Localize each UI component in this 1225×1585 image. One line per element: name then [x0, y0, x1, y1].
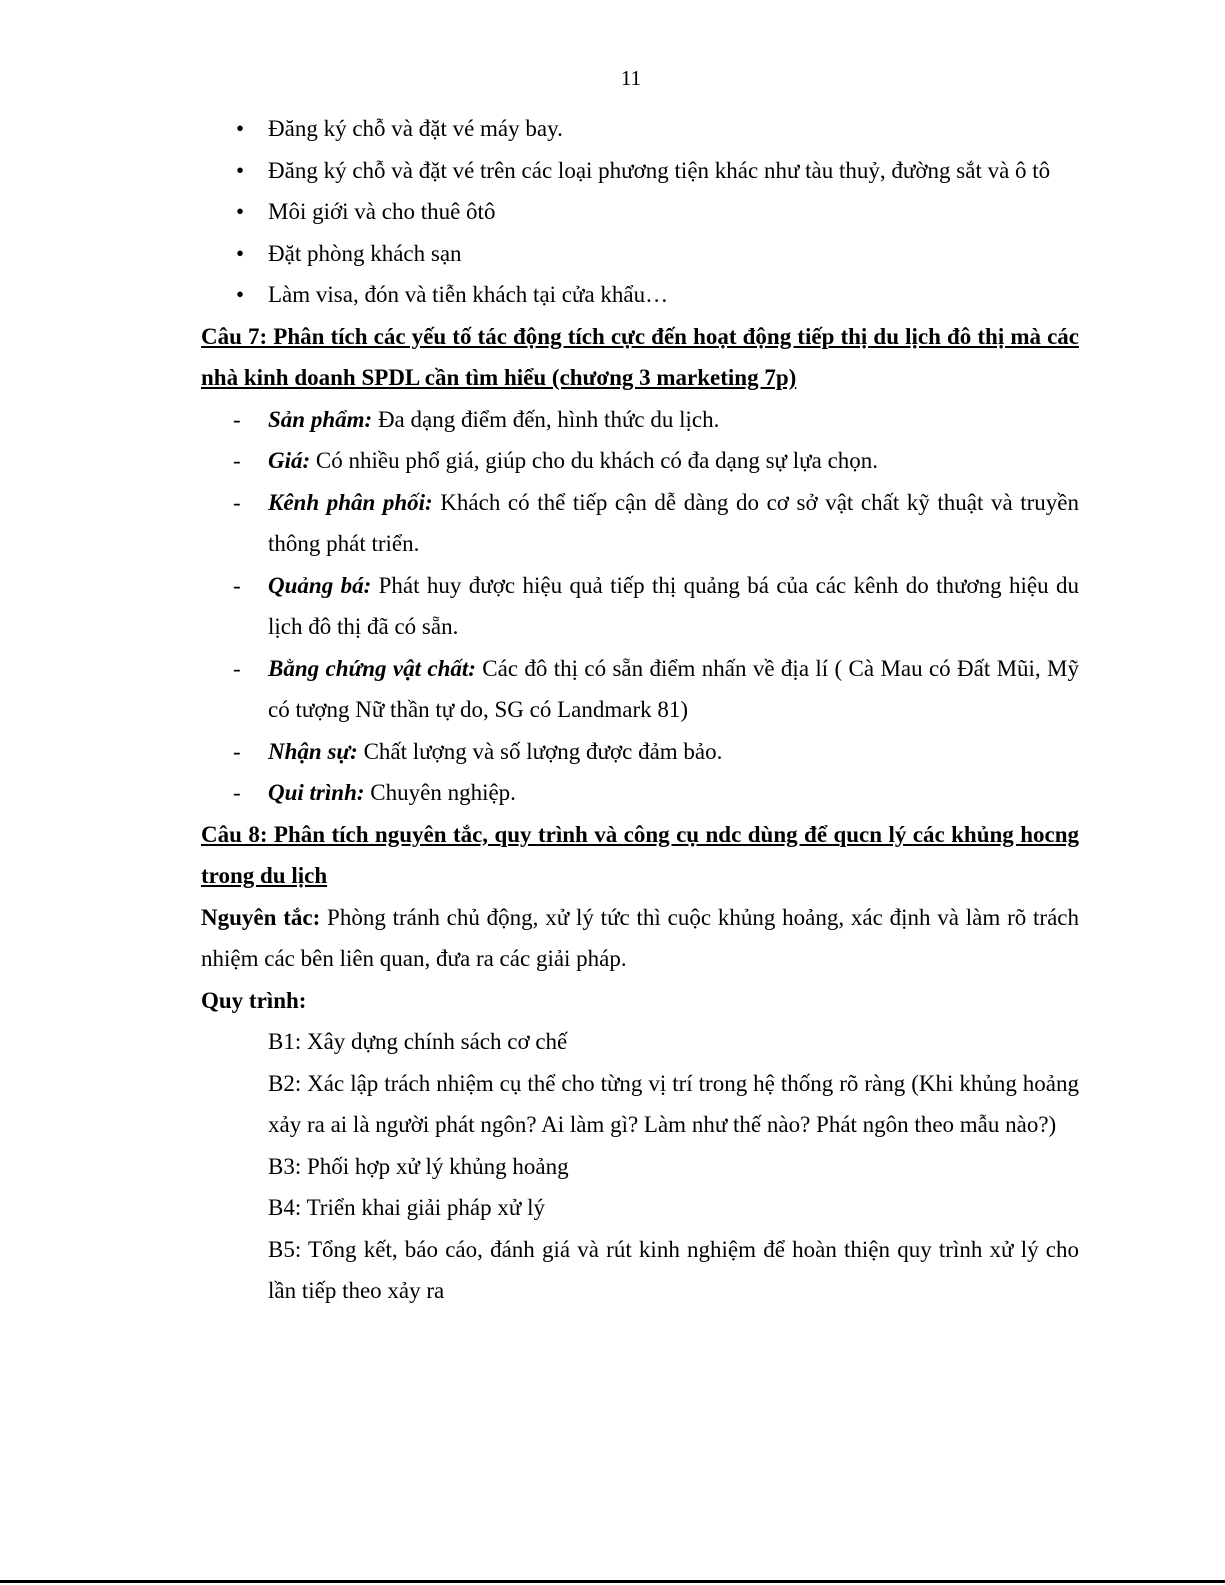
factor-text: Chất lượng và số lượng được đảm bảo. — [357, 738, 723, 764]
bullet-marker: • — [236, 282, 245, 307]
principle-text: Phòng tránh chủ động, xử lý tức thì cuộc khủng hoảng, xác định và làm rõ trách nhiệm các bên liên quan, đưa ra các giải pháp. — [201, 904, 1079, 971]
list-item — [201, 565, 1079, 648]
factor-text: Phát huy được hiệu quả tiếp thị quảng bá của các kênh do thương hiệu du lịch đô thị đã có sẵn. — [268, 572, 1080, 639]
factor-term: Kênh phân phối: — [268, 489, 433, 515]
factor-term: Sản phẩm: — [268, 406, 373, 432]
page-content — [201, 108, 1079, 1312]
dash-marker: - — [233, 655, 241, 681]
factor-text: Khách có thể tiếp cận dễ dàng do cơ sở vật chất kỹ thuật và truyền thông phát triển. — [268, 489, 1079, 556]
list-item-text: Môi giới và cho thuê ôtô — [268, 199, 496, 224]
factor-text: Có nhiều phổ giá, giúp cho du khách có đa dạng sự lựa chọn. — [310, 448, 879, 473]
factor-term: Nhận sự: — [268, 738, 358, 764]
list-item — [201, 191, 1079, 233]
list-item — [201, 648, 1079, 731]
list-item-text: Đặt phòng khách sạn — [268, 240, 462, 266]
list-item-text: Đăng ký chỗ và đặt vé máy bay. — [268, 116, 563, 141]
question-7-heading: Câu 7: Phân tích các yếu tố tác động tích cực đến hoạt động tiếp thị du lịch đô thị mà các nhà kinh doanh SPDL cần tìm hiểu (chương 3 marketing 7p) — [201, 323, 1079, 390]
process-step: B4: Triển khai giải pháp xử lý — [268, 1195, 545, 1220]
bullet-marker: • — [236, 116, 245, 141]
dash-marker: - — [233, 780, 241, 805]
bullet-marker: • — [236, 240, 245, 266]
bullet-marker: • — [236, 199, 245, 224]
process-step: B1: Xây dựng chính sách cơ chế — [268, 1029, 568, 1054]
process-step: B2: Xác lập trách nhiệm cụ thể cho từng vị trí trong hệ thống rõ ràng (Khi khủng hoảng xảy ra ai là người phát ngôn? Ai làm gì? Làm như thế nào? Phát ngôn theo mẫu nào?) — [268, 1070, 1079, 1137]
services-list — [201, 108, 1079, 316]
list-item — [201, 108, 1079, 150]
factor-term: Quảng bá: — [268, 572, 372, 598]
list-item — [201, 482, 1079, 565]
list-item — [201, 731, 1079, 773]
list-item — [201, 772, 1079, 814]
list-item-text: Đăng ký chỗ và đặt vé trên các loại phương tiện khác như tàu thuỷ, đường sắt và ô tô — [268, 157, 1051, 183]
dash-marker: - — [233, 448, 241, 473]
marketing-factors-list — [201, 399, 1079, 814]
bullet-marker: • — [236, 157, 245, 183]
dash-marker: - — [233, 738, 241, 764]
list-item — [201, 274, 1079, 316]
process-steps — [201, 1021, 1079, 1312]
list-item — [201, 233, 1079, 275]
factor-term: Qui trình: — [268, 780, 365, 805]
page-number: 11 — [620, 66, 642, 90]
list-item — [201, 399, 1079, 441]
list-item-text: Làm visa, đón và tiễn khách tại cửa khẩu… — [268, 282, 669, 307]
process-step: B3: Phối hợp xử lý khủng hoảng — [268, 1153, 569, 1179]
list-item — [201, 440, 1079, 482]
principle-label: Nguyên tắc: — [201, 904, 321, 930]
principle-paragraph — [201, 897, 1079, 980]
dash-marker: - — [233, 572, 241, 598]
process-label: Quy trình: — [201, 987, 307, 1013]
factor-term: Giá: — [268, 448, 311, 473]
dash-marker: - — [233, 406, 241, 432]
process-step: B5: Tổng kết, báo cáo, đánh giá và rút kinh nghiệm để hoàn thiện quy trình xử lý cho lần tiếp theo xảy ra — [268, 1236, 1079, 1303]
factor-text: Chuyên nghiệp. — [364, 780, 516, 805]
factor-term: Bằng chứng vật chất: — [268, 655, 476, 681]
bottom-border-line — [0, 1580, 1225, 1583]
factor-text: Các đô thị có sẵn điểm nhấn về địa lí ( Cà Mau có Đất Mũi, Mỹ có tượng Nữ thần tự do, SG có Landmark 81) — [268, 655, 1079, 722]
question-8-heading: Câu 8: Phân tích nguyên tắc, quy trình và công cụ ndc dùng để qucn lý các khủng hocng trong du lịch — [201, 821, 1079, 888]
list-item — [201, 150, 1079, 192]
dash-marker: - — [233, 489, 241, 515]
factor-text: Đa dạng điểm đến, hình thức du lịch. — [372, 406, 720, 432]
